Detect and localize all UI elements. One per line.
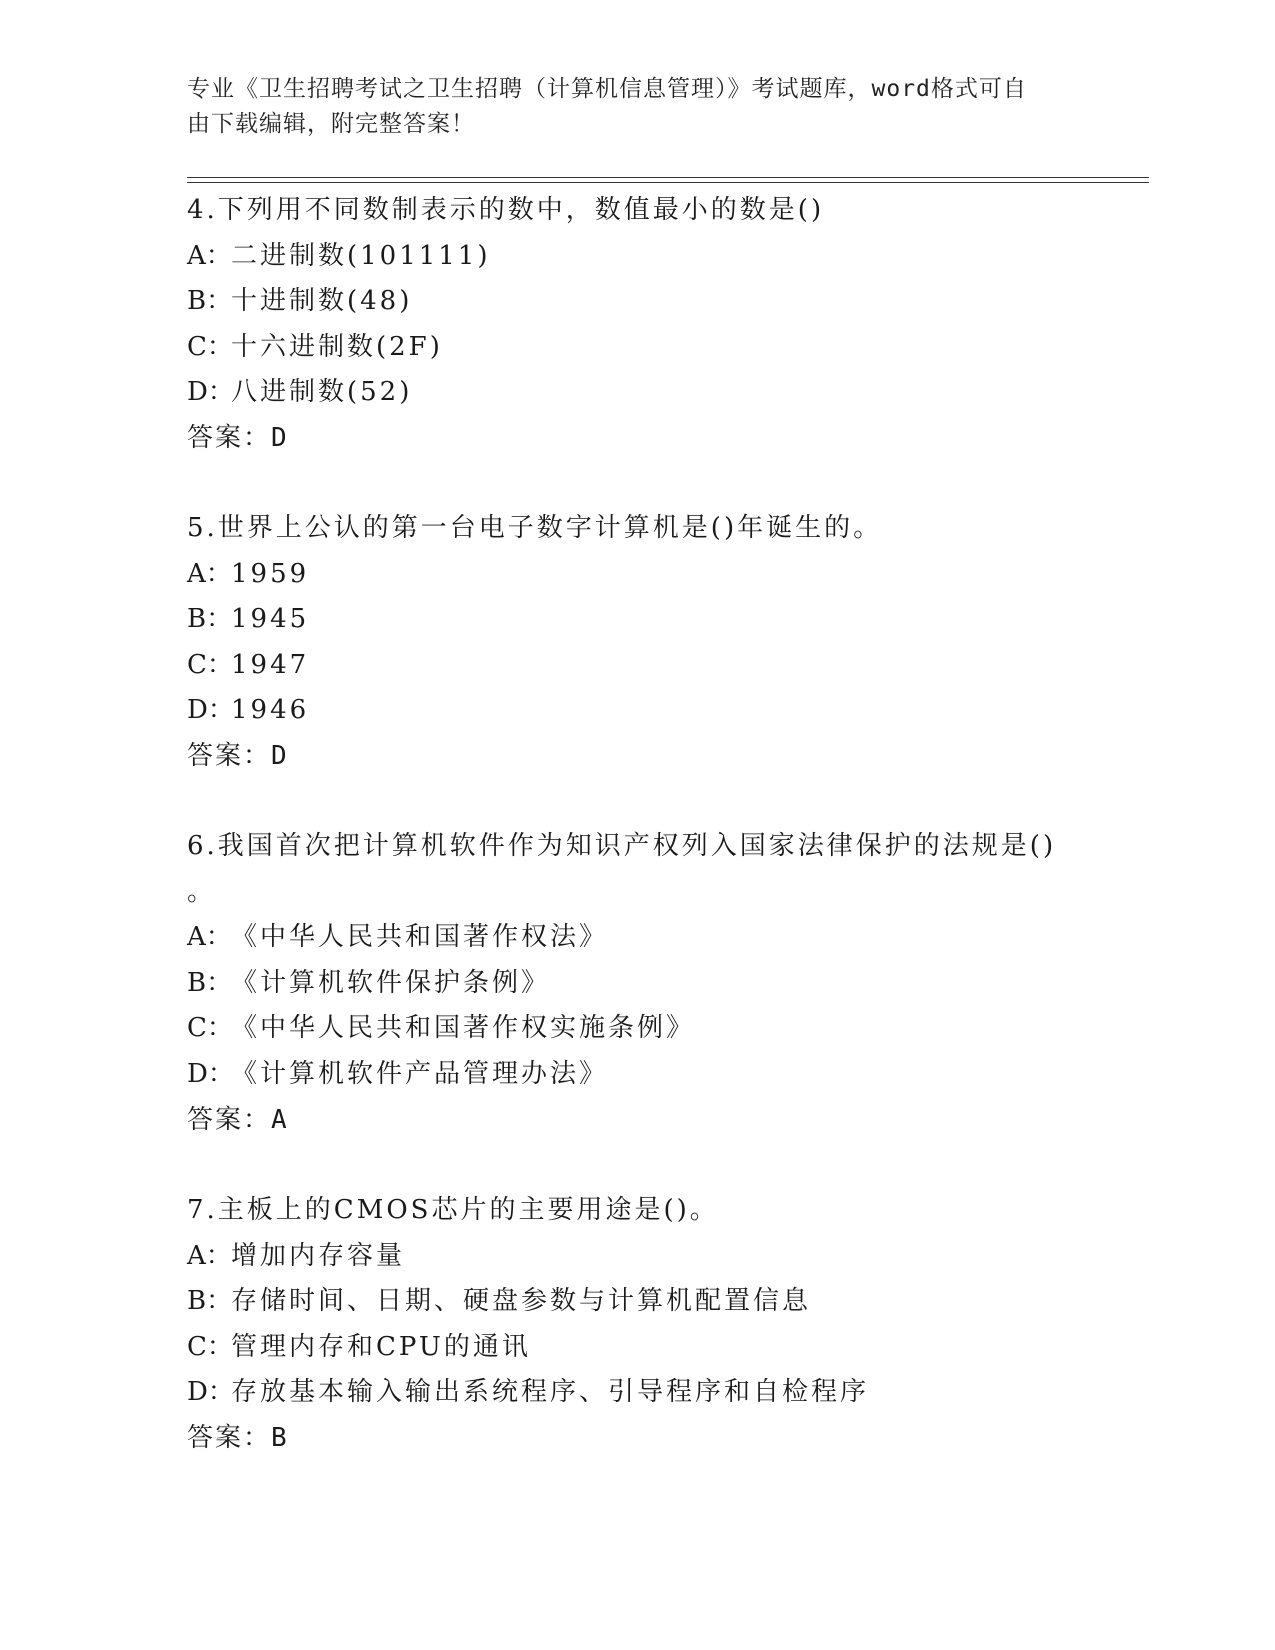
header-rule-bottom [187, 182, 1149, 183]
option-c [187, 325, 1087, 371]
header-rule-top [187, 177, 1149, 178]
option-d [187, 688, 1087, 734]
option-letter: D： [187, 695, 234, 726]
option-text: 《计算机软件保护条例》 [231, 967, 551, 998]
option-a [187, 1234, 1087, 1280]
option-text: 《计算机软件产品管理办法》 [231, 1058, 609, 1089]
option-a [187, 915, 1087, 961]
question-5 [187, 506, 1087, 780]
answer: 答案：D [187, 740, 289, 771]
option-text: 八进制数(52) [231, 377, 413, 408]
option-c [187, 643, 1087, 689]
option-text: 1947 [231, 649, 310, 680]
option-b [187, 597, 1087, 643]
option-text: 十进制数(48) [231, 286, 413, 317]
option-text: 十六进制数(2F) [231, 331, 443, 362]
option-a [187, 552, 1087, 598]
question-4 [187, 188, 1087, 462]
option-letter: C： [187, 649, 233, 680]
option-letter: B： [187, 1286, 233, 1317]
question-stem: 4.下列用不同数制表示的数中，数值最小的数是() [187, 195, 825, 225]
question-7 [187, 1188, 1087, 1462]
option-letter: B： [187, 604, 233, 635]
option-d [187, 1052, 1087, 1098]
option-b [187, 279, 1087, 325]
option-letter: B： [187, 286, 233, 317]
header-line-1: 专业《卫生招聘考试之卫生招聘（计算机信息管理）》考试题库，word格式可自 [187, 76, 1027, 102]
question-stem: 5.世界上公认的第一台电子数字计算机是()年诞生的。 [187, 513, 883, 543]
option-letter: D： [187, 1377, 234, 1408]
option-letter: C： [187, 1013, 233, 1044]
option-letter: D： [187, 1058, 234, 1089]
option-letter: A： [187, 922, 232, 953]
option-text: 1959 [231, 558, 310, 589]
option-text: 增加内存容量 [231, 1240, 406, 1271]
option-c [187, 1325, 1087, 1371]
option-text: 存放基本输入输出系统程序、引导程序和自检程序 [231, 1377, 870, 1408]
option-text: 管理内存和CPU的通讯 [231, 1331, 531, 1362]
question-6 [187, 824, 1087, 1143]
question-stem: 7.主板上的CMOS芯片的主要用途是()。 [187, 1195, 719, 1225]
question-stem: 6.我国首次把计算机软件作为知识产权列入国家法律保护的法规是() [187, 831, 1057, 861]
option-letter: B： [187, 967, 233, 998]
option-letter: A： [187, 558, 232, 589]
answer: 答案：A [187, 1104, 289, 1135]
option-a [187, 234, 1087, 280]
option-letter: A： [187, 240, 232, 271]
option-text: 二进制数(101111) [231, 240, 491, 271]
option-text: 1945 [231, 604, 310, 635]
option-text: 《中华人民共和国著作权实施条例》 [231, 1013, 696, 1044]
option-letter: C： [187, 1331, 233, 1362]
option-b [187, 1279, 1087, 1325]
option-d [187, 1370, 1087, 1416]
answer: 答案：B [187, 1422, 289, 1453]
option-d [187, 370, 1087, 416]
option-text: 存储时间、日期、硬盘参数与计算机配置信息 [231, 1286, 812, 1317]
document-header [187, 72, 1067, 142]
question-stem-continued: 。 [187, 876, 217, 907]
answer: 答案：D [187, 422, 289, 453]
option-letter: D： [187, 377, 234, 408]
option-c [187, 1006, 1087, 1052]
option-letter: A： [187, 1240, 232, 1271]
option-text: 《中华人民共和国著作权法》 [231, 922, 609, 953]
option-text: 1946 [231, 695, 310, 726]
option-b [187, 961, 1087, 1007]
header-line-2: 由下载编辑，附完整答案！ [187, 111, 475, 137]
option-letter: C： [187, 331, 233, 362]
